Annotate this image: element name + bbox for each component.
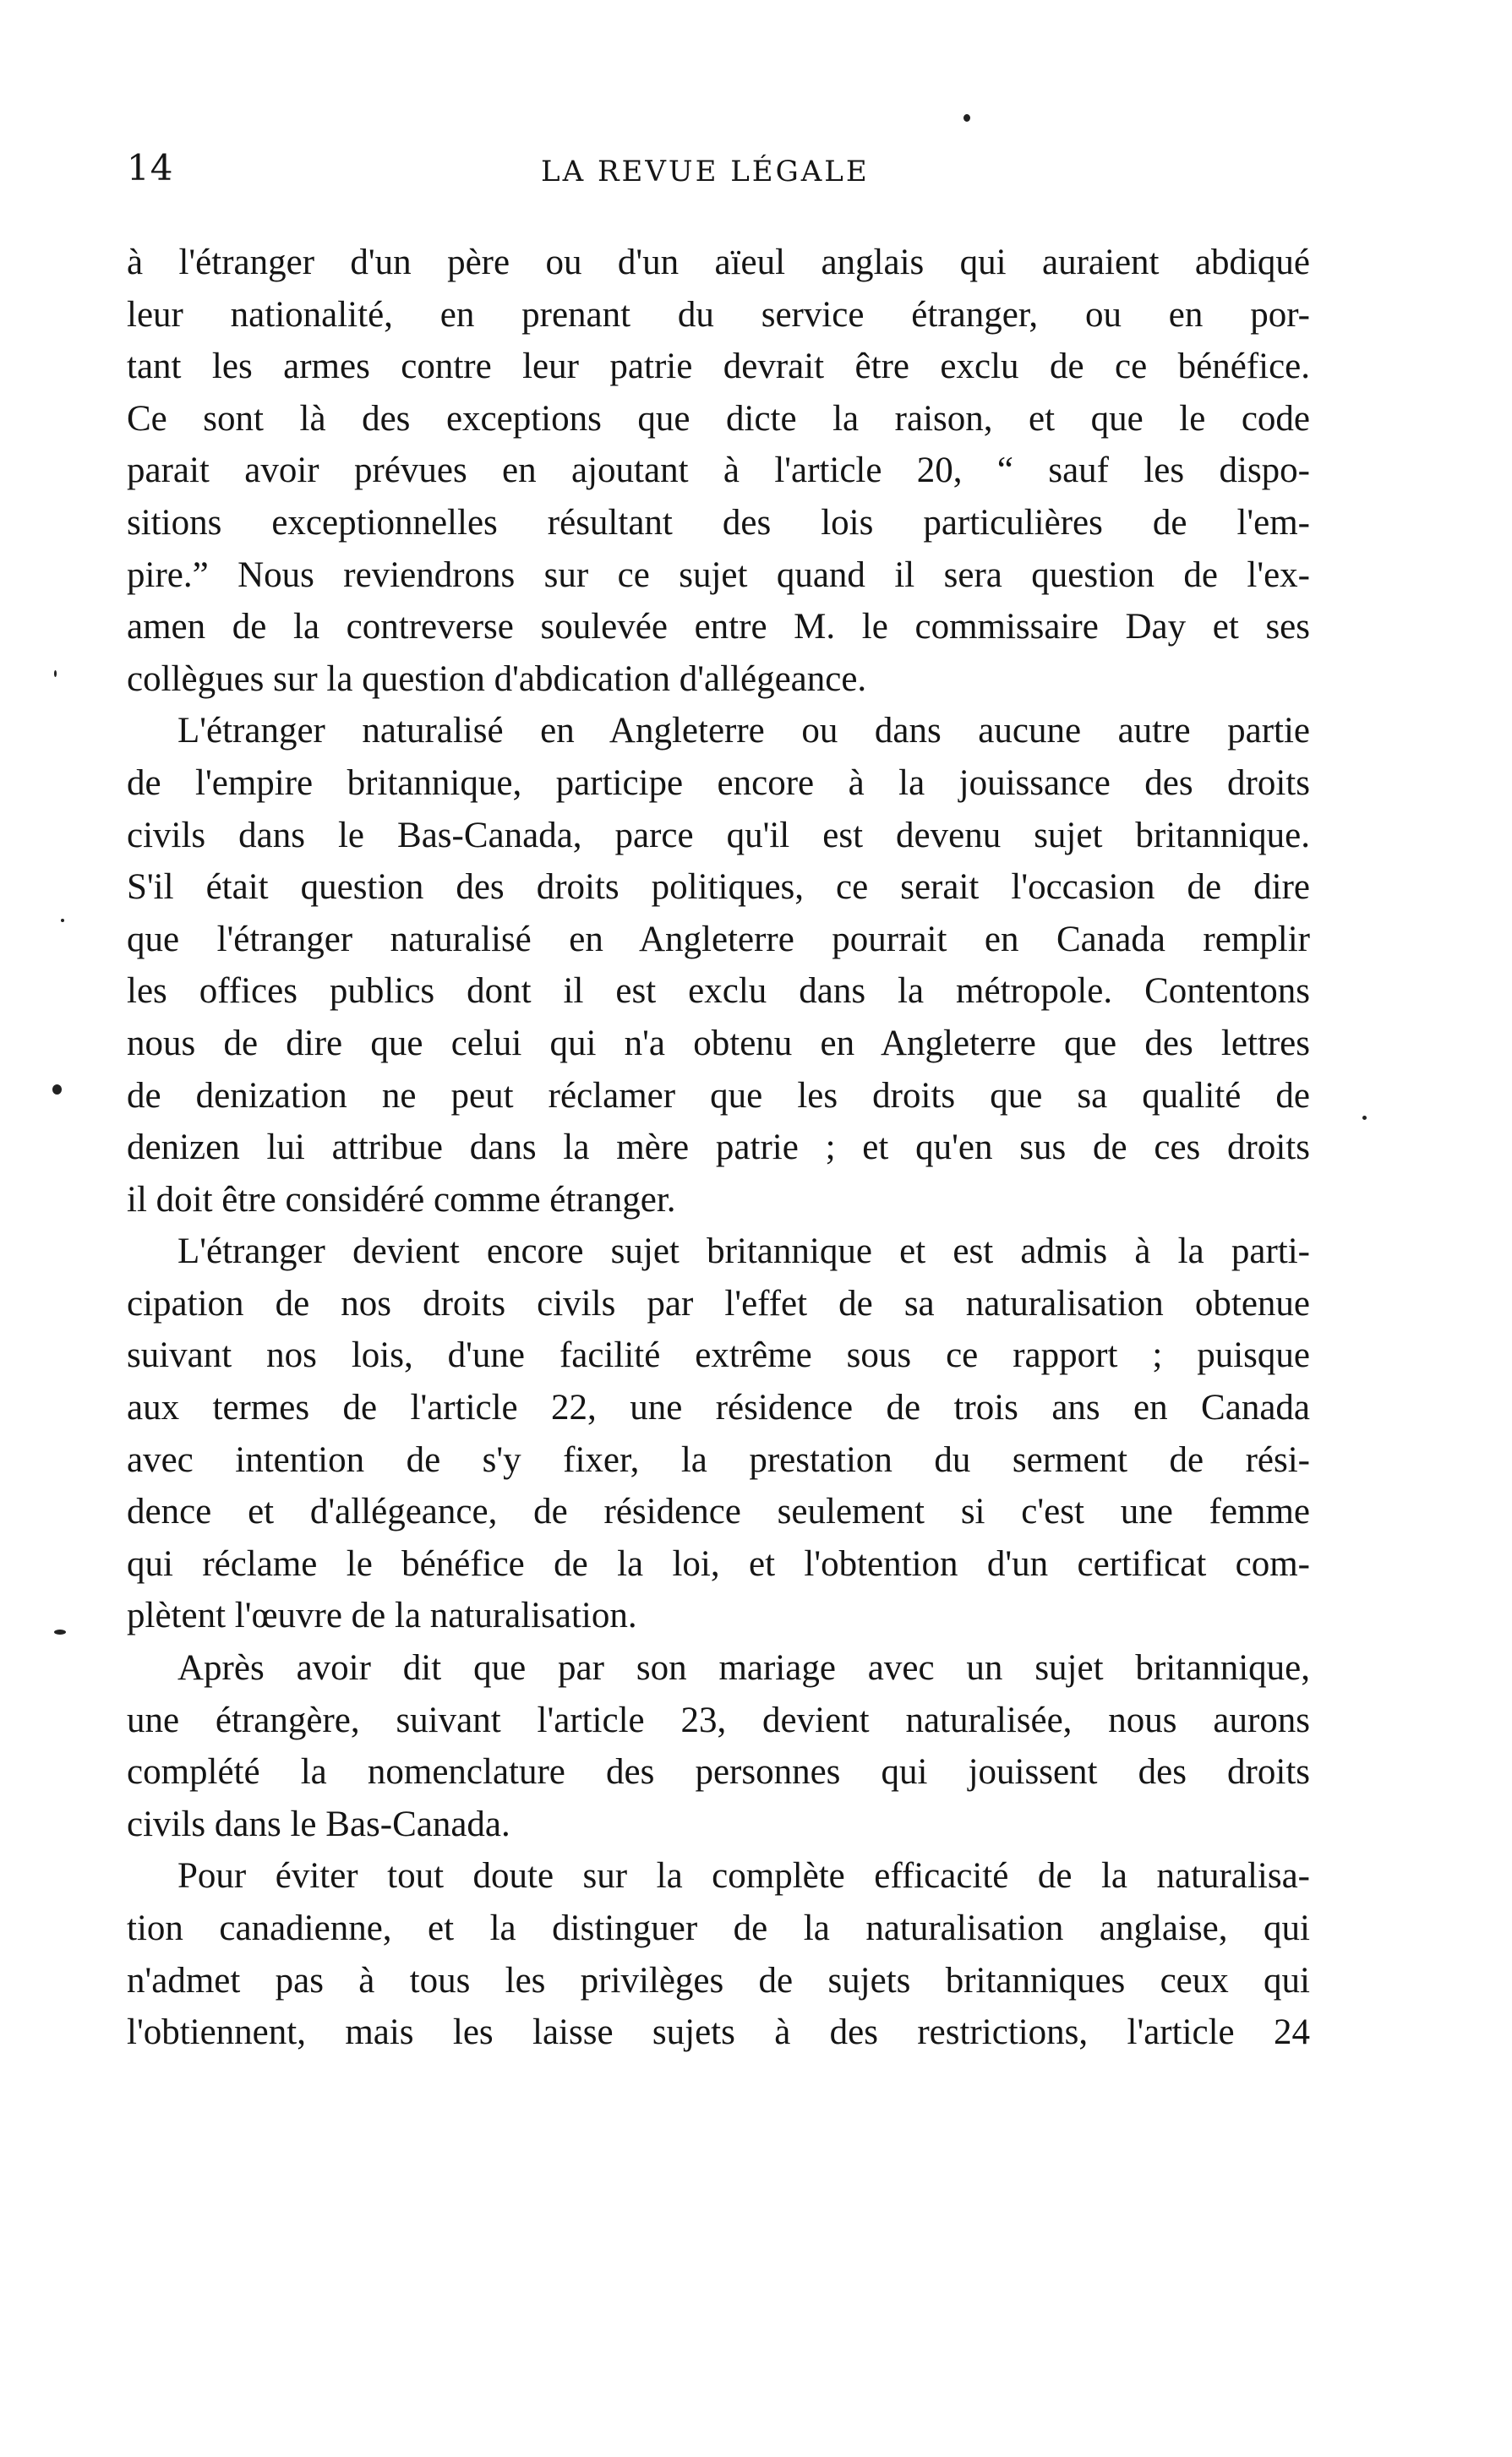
- scan-speck: [963, 114, 970, 122]
- text-line: les offices publics dont il est exclu dans la métropole. Contentons: [127, 971, 1310, 1012]
- scan-speck: [54, 670, 57, 677]
- text-line: aux termes de l'article 22, une résidence de trois ans en Canada: [127, 1388, 1310, 1428]
- text-line: une étrangère, suivant l'article 23, devient naturalisée, nous aurons: [127, 1700, 1310, 1740]
- page-header: [127, 147, 1344, 201]
- text-line: que l'étranger naturalisé en Angleterre pourrait en Canada remplir: [127, 919, 1310, 959]
- text-line: l'obtiennent, mais les laisse sujets à des restrictions, l'article 24: [127, 2012, 1310, 2053]
- text-line: il doit être considéré comme étranger.: [127, 1179, 676, 1220]
- text-line: L'étranger devient encore sujet britannique et est admis à la parti-: [177, 1231, 1310, 1272]
- text-line: Ce sont là des exceptions que dicte la raison, et que le code: [127, 398, 1310, 439]
- body-text: [127, 237, 1310, 2059]
- text-line: avec intention de s'y fixer, la prestation du serment de rési-: [127, 1439, 1310, 1480]
- text-line: complété la nomenclature des personnes qui jouissent des droits: [127, 1752, 1310, 1793]
- text-line: cipation de nos droits civils par l'effet de sa naturalisation obtenue: [127, 1283, 1310, 1324]
- scan-speck: [61, 919, 64, 922]
- text-line: tant les armes contre leur patrie devrait être exclu de ce bénéfice.: [127, 347, 1310, 387]
- text-line: sitions exceptionnelles résultant des lois particulières de l'em-: [127, 502, 1310, 543]
- text-line: civils dans le Bas-Canada.: [127, 1804, 510, 1844]
- running-title: LA REVUE LÉGALE: [541, 155, 870, 188]
- text-line: n'admet pas à tous les privilèges de sujets britanniques ceux qui: [127, 1960, 1310, 2001]
- text-line: leur nationalité, en prenant du service étranger, ou en por-: [127, 294, 1310, 335]
- text-line: Après avoir dit que par son mariage avec un sujet britannique,: [177, 1648, 1310, 1689]
- text-line: amen de la contreverse soulevée entre M. le commissaire Day et ses: [127, 607, 1310, 647]
- text-line: collègues sur la question d'abdication d'allégeance.: [127, 658, 867, 699]
- text-line: parait avoir prévues en ajoutant à l'article 20, “ sauf les dispo-: [127, 450, 1310, 491]
- page-number: 14: [127, 147, 174, 188]
- text-line: plètent l'œuvre de la naturalisation.: [127, 1596, 637, 1636]
- text-line: S'il était question des droits politiques, ce serait l'occasion de dire: [127, 867, 1310, 908]
- text-line: civils dans le Bas-Canada, parce qu'il est devenu sujet britannique.: [127, 815, 1310, 855]
- scan-speck: [1362, 1116, 1367, 1120]
- paragraph-4: [127, 1642, 1310, 1850]
- scan-speck: [54, 1630, 66, 1635]
- text-line: pire.” Nous reviendrons sur ce sujet quand il sera question de l'ex-: [127, 554, 1310, 595]
- text-line: Pour éviter tout doute sur la complète efficacité de la naturalisa-: [177, 1856, 1310, 1897]
- paragraph-2: [127, 705, 1310, 1226]
- scan-speck: [52, 1084, 62, 1095]
- text-line: qui réclame le bénéfice de la loi, et l'obtention d'un certificat com-: [127, 1543, 1310, 1584]
- text-line: L'étranger naturalisé en Angleterre ou dans aucune autre partie: [177, 711, 1310, 751]
- text-line: denizen lui attribue dans la mère patrie ; et qu'en sus de ces droits: [127, 1127, 1310, 1168]
- text-line: tion canadienne, et la distinguer de la naturalisation anglaise, qui: [127, 1908, 1310, 1948]
- paragraph-5: [127, 1850, 1310, 2058]
- text-line: de l'empire britannique, participe encore à la jouissance des droits: [127, 762, 1310, 803]
- paragraph-3: [127, 1226, 1310, 1642]
- paragraph-1: [127, 237, 1310, 705]
- text-line: à l'étranger d'un père ou d'un aïeul anglais qui auraient abdiqué: [127, 243, 1310, 282]
- text-line: suivant nos lois, d'une facilité extrême sous ce rapport ; puisque: [127, 1335, 1310, 1376]
- text-line: dence et d'allégeance, de résidence seulement si c'est une femme: [127, 1492, 1310, 1532]
- text-line: nous de dire que celui qui n'a obtenu en Angleterre que des lettres: [127, 1023, 1310, 1063]
- text-line: de denization ne peut réclamer que les droits que sa qualité de: [127, 1075, 1310, 1116]
